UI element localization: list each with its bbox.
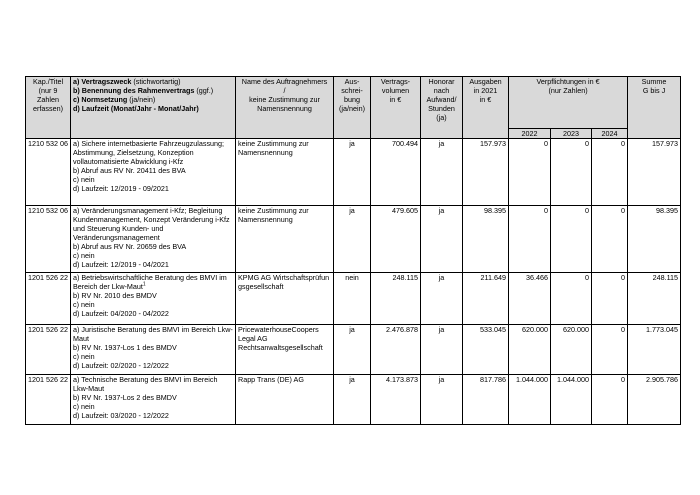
vertragszweck-cell [71, 325, 236, 375]
verpflichtung-2024-cell: 0 [592, 273, 628, 325]
verpflichtung-2022-cell: 0 [509, 139, 551, 206]
vertragsvolumen-cell: 248.115 [371, 273, 421, 325]
ausschreibung-cell: ja [334, 325, 371, 375]
honorar-cell: ja [421, 375, 463, 425]
header-verpflichtungen: Verpflichtungen in € (nur Zahlen) [509, 77, 628, 129]
zweck-c: c) nein [73, 402, 95, 411]
zweck-b: b) Abruf aus RV Nr. 20659 des BVA [73, 242, 187, 251]
zweck-d: d) Laufzeit: 12/2019 - 04/2021 [73, 260, 169, 269]
honorar-cell: ja [421, 273, 463, 325]
zweck-a: a) Juristische Beratung des BMVI im Bereich Lkw-Maut [73, 325, 233, 343]
header-ausschreibung: Aus- schrei- bung (ja/nein) [334, 77, 371, 139]
header-honorar: Honorar nach Aufwand/ Stunden (ja) [421, 77, 463, 139]
zweck-d: d) Laufzeit: 04/2020 - 04/2022 [73, 309, 169, 318]
header-auftragnehmer: Name des Auftragnehmers / keine Zustimmung zur Namensnennung [236, 77, 334, 139]
vertragsvolumen-cell: 700.494 [371, 139, 421, 206]
table-row [26, 375, 681, 425]
summe-cell: 248.115 [628, 273, 681, 325]
zweck-c: c) nein [73, 175, 95, 184]
ausgaben-cell: 533.045 [463, 325, 509, 375]
header-c-note: (ja/nein) [127, 95, 156, 104]
table-row [26, 325, 681, 375]
header-a-label: a) Vertragszweck [73, 77, 132, 86]
ausschreibung-cell: ja [334, 139, 371, 206]
zweck-c: c) nein [73, 352, 95, 361]
table-row [26, 206, 681, 273]
ausschreibung-cell: ja [334, 206, 371, 273]
kap-titel-cell: 1201 526 22 [26, 273, 71, 325]
header-year-2022: 2022 [509, 129, 551, 139]
verpflichtung-2024-cell: 0 [592, 375, 628, 425]
ausschreibung-cell: nein [334, 273, 371, 325]
header-row [26, 77, 681, 129]
header-b-note: (ggf.) [194, 86, 214, 95]
zweck-b: b) RV Nr. 2010 des BMDV [73, 291, 157, 300]
table-row [26, 139, 681, 206]
summe-cell: 157.973 [628, 139, 681, 206]
ausgaben-cell: 211.649 [463, 273, 509, 325]
vertragszweck-cell [71, 206, 236, 273]
auftragnehmer-cell: PricewaterhouseCoopers Legal AG Rechtsanwaltsgesellschaft [236, 325, 334, 375]
header-year-2023: 2023 [551, 129, 592, 139]
kap-titel-cell: 1201 526 22 [26, 325, 71, 375]
header-c-label: c) Normsetzung [73, 95, 128, 104]
ausgaben-cell: 157.973 [463, 139, 509, 206]
zweck-a: a) Sichere internetbasierte Fahrzeugzulassung; Abstimmung, Zielsetzung, Konzeption vollautomatisierte Abwicklung i-Kfz [73, 139, 225, 166]
ausschreibung-cell: ja [334, 375, 371, 425]
verpflichtung-2022-cell: 1.044.000 [509, 375, 551, 425]
zweck-d: d) Laufzeit: 03/2020 - 12/2022 [73, 411, 169, 420]
vertragsvolumen-cell: 479.605 [371, 206, 421, 273]
kap-titel-cell: 1201 526 22 [26, 375, 71, 425]
vertragszweck-cell [71, 375, 236, 425]
zweck-b: b) RV Nr. 1937-Los 2 des BMDV [73, 393, 177, 402]
verpflichtung-2023-cell: 0 [551, 273, 592, 325]
zweck-a: a) Betriebswirtschaftliche Beratung des BMVI im Bereich der Lkw-Maut [73, 273, 227, 291]
verpflichtung-2023-cell: 0 [551, 206, 592, 273]
verpflichtung-2023-cell: 1.044.000 [551, 375, 592, 425]
zweck-a: a) Veränderungsmanagement i-Kfz; Begleitung Kundenmanagement, Konzept Veränderung i-Kfz und Steuerung Kunden- und Veränderungsmanagement [73, 206, 230, 242]
summe-cell: 2.905.786 [628, 375, 681, 425]
table-row [26, 273, 681, 325]
verpflichtung-2024-cell: 0 [592, 139, 628, 206]
ausgaben-cell: 98.395 [463, 206, 509, 273]
auftragnehmer-cell: keine Zustimmung zur Namensnennung [236, 139, 334, 206]
vertragsvolumen-cell: 4.173.873 [371, 375, 421, 425]
verpflichtung-2022-cell: 620.000 [509, 325, 551, 375]
honorar-cell: ja [421, 325, 463, 375]
header-vertragszweck [71, 77, 236, 139]
header-year-2024: 2024 [592, 129, 628, 139]
header-kap-titel: Kap./Titel (nur 9 Zahlen erfassen) [26, 77, 71, 139]
zweck-b: b) Abruf aus RV Nr. 20411 des BVA [73, 166, 186, 175]
vertragszweck-cell [71, 273, 236, 325]
header-ausgaben: Ausgaben in 2021 in € [463, 77, 509, 139]
kap-titel-cell: 1210 532 06 [26, 206, 71, 273]
verpflichtung-2023-cell: 620.000 [551, 325, 592, 375]
summe-cell: 1.773.045 [628, 325, 681, 375]
contracts-table [25, 76, 681, 425]
header-d-label: d) Laufzeit (Monat/Jahr - Monat/Jahr) [73, 104, 199, 113]
zweck-b: b) RV Nr. 1937-Los 1 des BMDV [73, 343, 177, 352]
ausgaben-cell: 817.786 [463, 375, 509, 425]
verpflichtung-2024-cell: 0 [592, 206, 628, 273]
auftragnehmer-cell: KPMG AG Wirtschaftsprüfungsgesellschaft [236, 273, 334, 325]
auftragnehmer-cell: Rapp Trans (DE) AG [236, 375, 334, 425]
zweck-a: a) Technische Beratung des BMVI im Bereich Lkw-Maut [73, 375, 218, 393]
verpflichtung-2024-cell: 0 [592, 325, 628, 375]
verpflichtung-2022-cell: 36.466 [509, 273, 551, 325]
auftragnehmer-cell: keine Zustimmung zur Namensnennung [236, 206, 334, 273]
zweck-d: d) Laufzeit: 12/2019 - 09/2021 [73, 184, 169, 193]
header-a-note: (stichwortartig) [131, 77, 181, 86]
header-vertragsvolumen: Vertrags- volumen in € [371, 77, 421, 139]
header-b-label: b) Benennung des Rahmenvertrags [73, 86, 195, 95]
vertragszweck-cell [71, 139, 236, 206]
zweck-c: c) nein [73, 300, 95, 309]
zweck-d: d) Laufzeit: 02/2020 - 12/2022 [73, 361, 169, 370]
header-summe: Summe G bis J [628, 77, 681, 139]
footnote-marker: 1 [142, 281, 146, 288]
vertragsvolumen-cell: 2.476.878 [371, 325, 421, 375]
honorar-cell: ja [421, 206, 463, 273]
verpflichtung-2022-cell: 0 [509, 206, 551, 273]
verpflichtung-2023-cell: 0 [551, 139, 592, 206]
summe-cell: 98.395 [628, 206, 681, 273]
kap-titel-cell: 1210 532 06 [26, 139, 71, 206]
zweck-c: c) nein [73, 251, 95, 260]
honorar-cell: ja [421, 139, 463, 206]
